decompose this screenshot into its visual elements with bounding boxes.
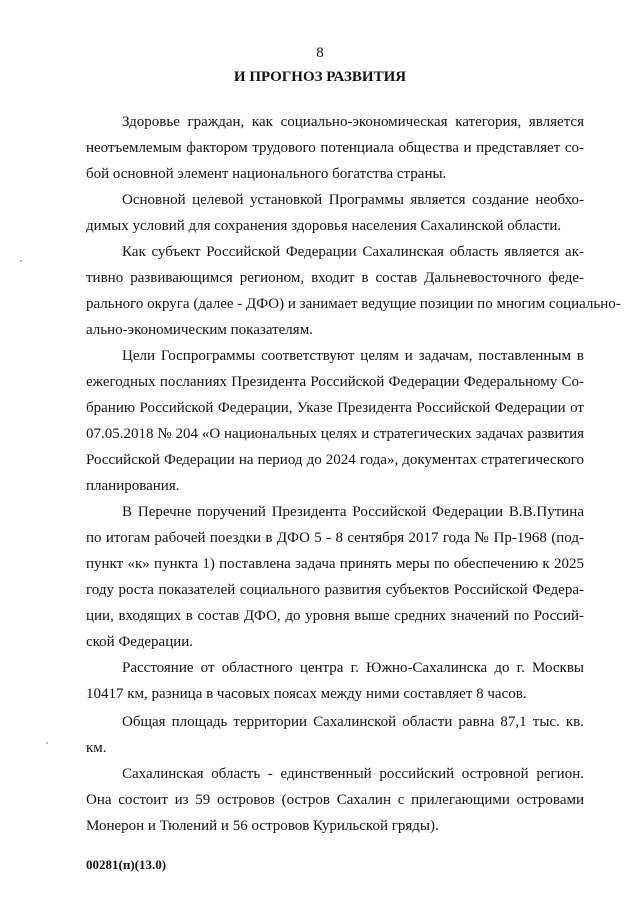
text-line: Общая площадь территории Сахалинской области равна 87,1 тыс. кв. [122,714,584,730]
text-line: ской Федерации. [86,634,194,650]
page-number: 8 [316,45,324,61]
document-code: 00281(п)(13.0) [86,857,167,872]
text-line: Здоровье граждан, как социально-экономическая категория, является [122,114,584,130]
text-line: Как субъект Российской Федерации Сахалинская область является ак- [122,244,584,260]
text-line: бранию Российской Федерации, Указе Президента Российской Федерации от [86,400,584,416]
text-line: планирования. [86,478,180,494]
text-line: Она состоит из 59 островов (остров Сахалин с прилегающими островами [86,792,584,808]
text-line: Основной целевой установкой Программы является создание необхо- [122,192,584,208]
section-heading: И ПРОГНОЗ РАЗВИТИЯ [233,69,407,85]
text-line: км. [86,740,107,756]
text-line: Монерон и Тюлений и 56 островов Курильской гряды). [86,818,439,834]
text-line: рального округа (далее - ДФО) и занимает ведущие позиции по многим социально- [86,296,621,312]
text-line: ции, входящих в состав ДФО, до уровня выше средних значений по Россий- [86,608,584,624]
text-line: ежегодных посланиях Президента Российской Федерации Федеральному Со- [86,374,584,390]
text-line: бой основной элемент национального богатства страны. [86,166,447,182]
text-line: Сахалинская область - единственный российский островной регион. [122,766,584,782]
text-line: В Перечне поручений Президента Российской Федерации В.В.Путина [122,504,584,520]
text-line: димых условий для сохранения здоровья населения Сахалинской области. [86,218,562,234]
text-line: ально-экономическим показателям. [86,322,313,338]
text-line: 10417 км, разница в часовых поясах между ними составляет 8 часов. [86,686,527,702]
text-line: неотъемлемым фактором трудового потенциала общества и представляет со- [86,140,584,156]
text-line: по итогам рабочей поездки в ДФО 5 - 8 сентября 2017 года № Пр-1968 (под- [86,530,584,546]
text-line: тивно развивающимся регионом, входит в состав Дальневосточного феде- [86,270,584,286]
scan-speck [46,742,48,744]
text-line: Российской Федерации на период до 2024 года», документах стратегического [86,452,584,468]
scan-speck [20,260,22,262]
text-line: пункт «к» пункта 1) поставлена задача принять меры по обеспечению к 2025 [86,556,584,572]
text-line: Цели Госпрограммы соответствуют целям и задачам, поставленным в [122,348,584,364]
text-line: Расстояние от областного центра г. Южно-Сахалинска до г. Москвы [122,660,584,676]
text-line: году роста показателей социального развития субъектов Российской Федера- [86,582,584,598]
text-line: 07.05.2018 № 204 «О национальных целях и стратегических задачах развития [86,426,584,442]
